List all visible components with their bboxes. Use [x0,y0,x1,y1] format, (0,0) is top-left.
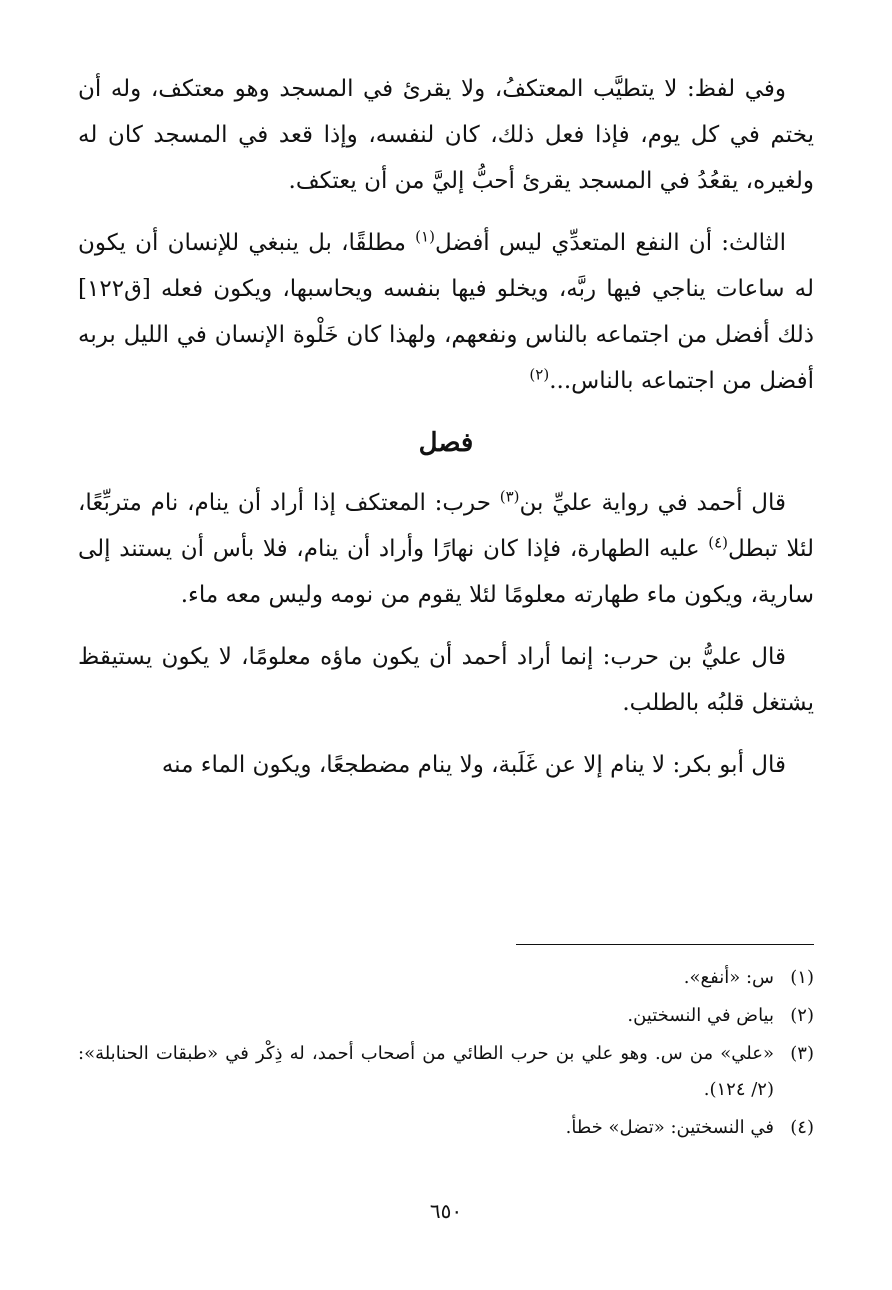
footnote-number: (١) [790,967,814,988]
footnote-text: س: «أنفع». [683,967,774,988]
paragraph-5 [78,742,814,788]
paragraph-2-text-a: الثالث: أن النفع المتعدِّي ليس أفضل [434,230,786,256]
footnotes-section [78,960,814,1148]
page-number: ٦٥٠ [429,1199,463,1223]
main-text [78,66,814,802]
paragraph-1-text: وفي لفظ: لا يتطيَّب المعتكفُ، ولا يقرئ في المسجد وهو معتكف، وله أن يختم في كل يوم، فإذا فعل ذلك، كان لنفسه، وإذا قعد في المسجد كان له ولغيره، يقعُدُ في المسجد يقرئ أحبُّ إليَّ من أن يعتكف. [78,76,814,194]
paragraph-1 [78,66,814,204]
footnote-text: في النسختين: «تضل» خطأ. [565,1117,774,1138]
footnote-3 [78,1036,814,1108]
footnote-1 [78,960,814,996]
section-heading: فصل [418,428,474,458]
footnote-number: (٢) [790,1005,814,1026]
footnote-text: بياض في النسختين. [627,1005,774,1026]
footnote-2 [78,998,814,1034]
footnote-number: (٣) [790,1043,814,1064]
paragraph-2-text-b: مطلقًا، بل ينبغي للإنسان أن يكون له ساعات يناجي فيها ربَّه، ويخلو فيها بنفسه ويحاسبها، ويكون فعله [ق١٢٢] ذلك أفضل من اجتماعه بالناس ونفعهم، ولهذا كان خَلْوة الإنسان في الليل بربه أفضل من اجتماعه بالناس... [78,230,814,394]
footnote-number: (٤) [790,1117,814,1138]
paragraph-2 [78,220,814,404]
footnote-4 [78,1110,814,1146]
paragraph-4 [78,634,814,726]
paragraph-3-text-c: عليه الطهارة، فإذا كان نهارًا وأراد أن ينام، فلا بأس أن يستند إلى سارية، ويكون ماء طهارته معلومًا لئلا يقوم من نومه وليس معه ماء. [78,536,814,608]
paragraph-4-text: قال عليُّ بن حرب: إنما أراد أحمد أن يكون ماؤه معلومًا، لا يكون يستيقظ يشتغل قلبُه بالطلب. [78,644,814,716]
paragraph-3-text-a: قال أحمد في رواية عليِّ بن [519,490,787,516]
footnote-ref-4[interactable]: (٤) [708,533,729,552]
paragraph-5-text: قال أبو بكر: لا ينام إلا عن غَلَبة، ولا ينام مضطجعًا، ويكون الماء منه [161,752,786,778]
footnote-ref-3[interactable]: (٣) [499,487,520,506]
footnote-divider [516,944,814,945]
footnote-text: «علي» من س. وهو علي بن حرب الطائي من أصحاب أحمد، له ذِكْر في «طبقات الحنابلة»: (٢/ ١٢٤). [78,1043,774,1100]
paragraph-3 [78,480,814,618]
footnote-ref-1[interactable]: (١) [415,227,435,246]
paragraph-3-text-b: حرب: المعتكف إذا أراد أن ينام، نام متربِّعًا، لئلا تبطل [78,490,814,562]
footnote-ref-2[interactable]: (٢) [529,365,550,384]
